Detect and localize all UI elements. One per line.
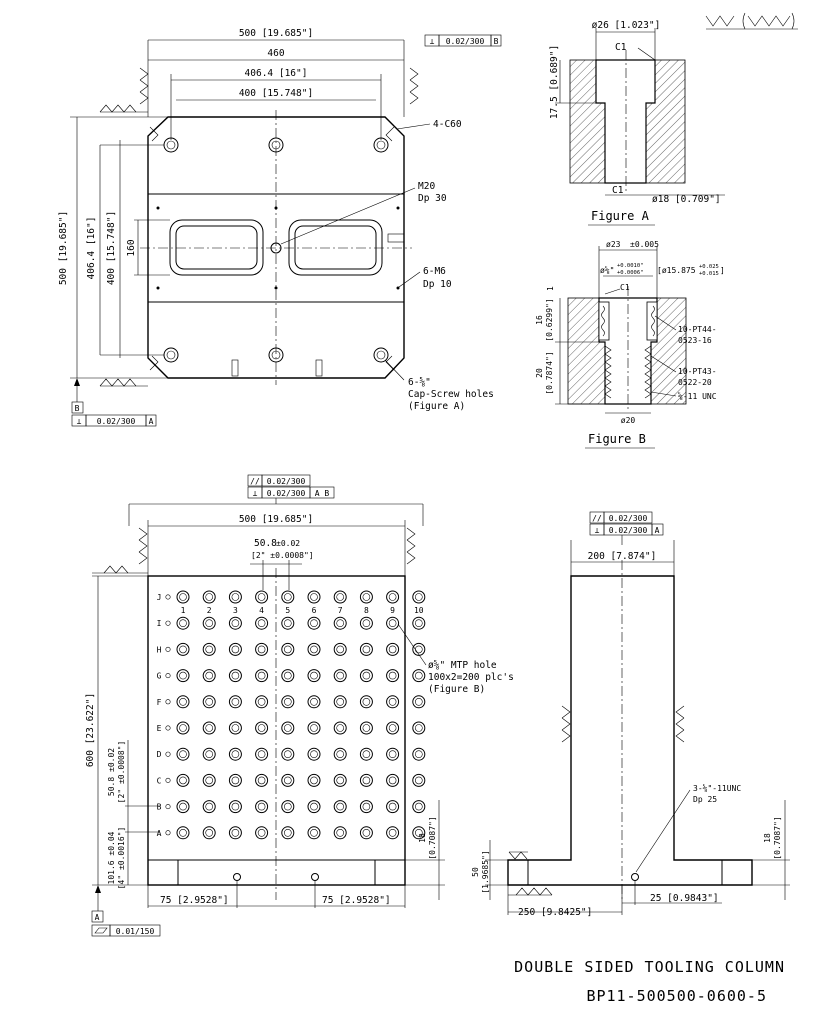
center-thread: M20 (418, 181, 436, 192)
mtp-hole-F9 (387, 696, 399, 708)
surface-finish-symbol (706, 13, 798, 29)
mtp-hole-A7 (334, 827, 346, 839)
side-dim-overall: 500 [19.685"] (58, 210, 69, 286)
mtp-hole-F4 (256, 696, 268, 708)
front-right-dim-in: [0.7087"] (428, 816, 437, 860)
side-perp-ref: A (654, 526, 660, 535)
row-marker-H (166, 647, 170, 651)
mtp-hole-B5 (282, 801, 294, 813)
fig-b-bore-dia: ø⅝" (600, 266, 615, 275)
fig-b-bore-close: ] (720, 266, 725, 275)
row-labels (157, 593, 171, 838)
mtp-hole-A3 (229, 827, 241, 839)
mtp-hole-E5 (282, 722, 294, 734)
front-pitch-tol: ±0.02 (276, 539, 301, 548)
mtp-hole-B3 (229, 801, 241, 813)
col-label-2: 2 (206, 606, 212, 615)
front-perp-ref: A B (314, 489, 330, 498)
mtp-hole-I10 (413, 617, 425, 629)
slot-right (289, 220, 382, 275)
column-labels (181, 606, 424, 615)
mtp-hole-B6 (308, 801, 320, 813)
mtp-hole-A4 (256, 827, 268, 839)
mtp-hole-A8 (360, 827, 372, 839)
mtp-hole-J10 (413, 591, 425, 603)
mtp-hole-I4 (256, 617, 268, 629)
col-label-4: 4 (259, 606, 265, 615)
fig-b-step: 1 (546, 286, 555, 291)
mtp-hole-C9 (387, 774, 399, 786)
mtp-hole-J9 (387, 591, 399, 603)
row-label-H: H (156, 645, 162, 655)
mtp-hole-C4 (256, 774, 268, 786)
mtp-hole-J2 (203, 591, 215, 603)
mtp-hole-J5 (282, 591, 294, 603)
col-label-1: 1 (180, 606, 186, 615)
row-label-F: F (156, 697, 162, 707)
row-label-C: C (156, 776, 162, 786)
mtp-label-2: 100x2=200 plc's (428, 672, 514, 683)
row-marker-J (166, 595, 170, 599)
slot-left (170, 220, 263, 275)
col-label-6: 6 (311, 606, 317, 615)
mtp-hole-F10 (413, 696, 425, 708)
fig-b-thread: ⅝-11 UNC (678, 392, 717, 401)
front-row-pitch: 50.8 ±0.02 (107, 747, 116, 797)
front-width: 500 [19.685"] (238, 514, 314, 525)
col-label-3: 3 (232, 606, 238, 615)
side-right-dim-in: [0.7087"] (773, 816, 782, 860)
fig-a-chamfer-top: C1 (615, 42, 627, 53)
mtp-hole-I5 (282, 617, 294, 629)
side-thread: 6-M6 (423, 266, 446, 277)
side-view-outline (508, 576, 752, 885)
fig-a-depth: 17.5 [0.689"] (549, 44, 560, 120)
mtp-hole-B8 (360, 801, 372, 813)
part-number: BP11-500500-0600-5 (586, 987, 767, 1005)
fig-b-bottom-dia: ø20 (620, 416, 636, 425)
fig-b-insert-2a: 10-PT43- (678, 367, 717, 376)
side-base-w: 250 [9.8425"] (518, 907, 593, 918)
fig-b-depth-20: 20 (535, 368, 544, 378)
side-depth: Dp 10 (423, 279, 452, 290)
mtp-hole-E9 (387, 722, 399, 734)
front-pitch-in: [2" ±0.0008"] (251, 551, 314, 560)
fig-b-chamfer: C1 (620, 283, 630, 292)
row-label-A: A (156, 828, 162, 838)
fig-b-insert-1a: 10-PT44- (678, 325, 717, 334)
col-label-8: 8 (363, 606, 369, 615)
row-label-I: I (156, 619, 162, 629)
flatness-tol: 0.01/150 (115, 927, 155, 936)
mtp-hole-G1 (177, 670, 189, 682)
top-perp-ref: B (493, 37, 499, 46)
fig-a-top-dia: ø26 [1.023"] (591, 20, 661, 31)
side-thread: 3-⅝"-11UNC (693, 784, 742, 793)
mtp-hole-A1 (177, 827, 189, 839)
svg-text:⊥: ⊥ (252, 489, 258, 498)
mtp-hole-H6 (308, 643, 320, 655)
row-label-J: J (156, 593, 162, 602)
capscrew-label: Cap-Screw holes (408, 389, 494, 400)
center-depth: Dp 30 (418, 193, 447, 204)
fig-a-bottom-dia: ø18 [0.709"] (652, 194, 721, 205)
mtp-hole-J3 (229, 591, 241, 603)
mtp-hole-G10 (413, 670, 425, 682)
row-marker-G (166, 673, 170, 677)
fig-a-chamfer-bottom: C1 (612, 185, 624, 196)
fig-b-top-dia: ø23 (606, 240, 621, 249)
front-parallel-tol: 0.02/300 (266, 477, 306, 486)
mtp-hole-D8 (360, 748, 372, 760)
mtp-hole-D3 (229, 748, 241, 760)
figure-a (549, 20, 725, 225)
row-label-G: G (156, 671, 162, 681)
mtp-hole-E8 (360, 722, 372, 734)
mtp-hole-J1 (177, 591, 189, 603)
mtp-hole-E3 (229, 722, 241, 734)
row-marker-F (166, 700, 170, 704)
mtp-hole-F8 (360, 696, 372, 708)
fig-b-metric-upper: +0.025 (699, 264, 719, 270)
mtp-hole-I9 (387, 617, 399, 629)
mtp-hole-H9 (387, 643, 399, 655)
mtp-hole-C8 (360, 774, 372, 786)
side-perp-tol: 0.02/300 (608, 526, 648, 535)
mtp-hole-D2 (203, 748, 215, 760)
mtp-hole-H5 (282, 643, 294, 655)
front-right-dim: 18 (418, 833, 427, 843)
svg-text:⊥: ⊥ (429, 37, 435, 46)
mtp-hole-H3 (229, 643, 241, 655)
datum-b-tol: 0.02/300 (96, 417, 136, 426)
mtp-hole-E7 (334, 722, 346, 734)
capscrew-count: 6-⅝" (408, 377, 431, 388)
mtp-hole-H10 (413, 643, 425, 655)
row-marker-E (166, 726, 170, 730)
side-base-h-in: [1.9685"] (481, 850, 490, 894)
mtp-hole-E1 (177, 722, 189, 734)
fig-b-bore-upper: +0.0010" (617, 263, 644, 269)
row-marker-D (166, 752, 170, 756)
mtp-hole-B9 (387, 801, 399, 813)
svg-text:⊥: ⊥ (594, 526, 600, 535)
side-hole-off: 25 [0.9843"] (650, 893, 719, 904)
mtp-hole-D4 (256, 748, 268, 760)
fig-b-bore-metric: [ø15.875 (657, 266, 696, 275)
mtp-hole-D7 (334, 748, 346, 760)
fig-b-insert-2b: 0522-20 (678, 378, 712, 387)
mtp-label-3: (Figure B) (428, 684, 486, 695)
mtp-hole-C3 (229, 774, 241, 786)
svg-text://: // (250, 477, 260, 486)
front-view (85, 475, 514, 936)
mtp-hole-E6 (308, 722, 320, 734)
mtp-hole-F2 (203, 696, 215, 708)
side-dim-406: 406.4 [16"] (86, 216, 97, 280)
mtp-hole-I8 (360, 617, 372, 629)
mtp-hole-D6 (308, 748, 320, 760)
mtp-hole-D1 (177, 748, 189, 760)
mtp-hole-grid (177, 591, 425, 839)
mtp-hole-G8 (360, 670, 372, 682)
col-label-10: 10 (413, 606, 424, 615)
mtp-hole-B7 (334, 801, 346, 813)
side-parallel-tol: 0.02/300 (608, 514, 648, 523)
mtp-hole-G9 (387, 670, 399, 682)
front-perp-tol: 0.02/300 (266, 489, 306, 498)
top-dim-overall: 500 [19.685"] (238, 28, 314, 39)
mtp-hole-B1 (177, 801, 189, 813)
mtp-hole-A9 (387, 827, 399, 839)
mtp-hole-I6 (308, 617, 320, 629)
mtp-hole-F3 (229, 696, 241, 708)
mtp-hole-F5 (282, 696, 294, 708)
row-marker-C (166, 778, 170, 782)
datum-b-ref: A (148, 417, 154, 426)
mtp-hole-C6 (308, 774, 320, 786)
fig-b-bore-lower: +0.0006" (617, 270, 644, 276)
mtp-hole-H7 (334, 643, 346, 655)
mtp-hole-I7 (334, 617, 346, 629)
top-perp-tol: 0.02/300 (445, 37, 485, 46)
mtp-hole-D5 (282, 748, 294, 760)
mtp-hole-J4 (256, 591, 268, 603)
mtp-hole-J7 (334, 591, 346, 603)
mtp-hole-E2 (203, 722, 215, 734)
front-bottom-left: 75 [2.9528"] (160, 895, 229, 906)
top-view (58, 28, 501, 426)
datum-a: A (94, 913, 100, 922)
mtp-hole-A2 (203, 827, 215, 839)
row-label-D: D (156, 750, 162, 760)
mtp-hole-A6 (308, 827, 320, 839)
slot-dim: 160 (126, 239, 137, 257)
mtp-hole-J6 (308, 591, 320, 603)
top-dim-460: 460 (267, 48, 285, 59)
fig-b-insert-1b: 0523-16 (678, 336, 712, 345)
mtp-hole-F1 (177, 696, 189, 708)
side-width: 200 [7.874"] (587, 551, 657, 562)
fig-b-depth-16: 16 (535, 315, 544, 325)
mtp-label-1: ø⅝" MTP hole (428, 660, 497, 671)
drawing-title: DOUBLE SIDED TOOLING COLUMN (514, 958, 785, 976)
row-marker-B (166, 804, 170, 808)
svg-text://: // (592, 514, 602, 523)
mtp-hole-D9 (387, 748, 399, 760)
mtp-hole-A5 (282, 827, 294, 839)
front-bottom-right: 75 [2.9528"] (322, 895, 391, 906)
row-marker-I (166, 621, 170, 625)
mtp-hole-D10 (413, 748, 425, 760)
mtp-hole-F7 (334, 696, 346, 708)
fig-b-metric-lower: +0.015 (699, 271, 719, 277)
front-height: 600 [23.622"] (85, 692, 96, 768)
figure-b (535, 240, 725, 448)
mtp-hole-B4 (256, 801, 268, 813)
mtp-hole-G5 (282, 670, 294, 682)
front-first-row-in: [4" ±0.0016"] (117, 826, 126, 890)
side-base-h: 50 (471, 867, 480, 877)
mtp-hole-H1 (177, 643, 189, 655)
mtp-hole-C5 (282, 774, 294, 786)
mtp-hole-I2 (203, 617, 215, 629)
mtp-hole-C1 (177, 774, 189, 786)
mtp-hole-B10 (413, 801, 425, 813)
fig-a-label: Figure A (591, 209, 649, 223)
col-label-7: 7 (337, 606, 343, 615)
capscrew-ref: (Figure A) (408, 401, 466, 412)
mtp-hole-H4 (256, 643, 268, 655)
mtp-hole-H2 (203, 643, 215, 655)
mtp-hole-G3 (229, 670, 241, 682)
mtp-hole-I3 (229, 617, 241, 629)
mtp-hole-G7 (334, 670, 346, 682)
mtp-hole-G6 (308, 670, 320, 682)
mtp-hole-B2 (203, 801, 215, 813)
top-dim-400: 400 [15.748"] (238, 88, 314, 99)
col-label-5: 5 (285, 606, 291, 615)
mtp-hole-I1 (177, 617, 189, 629)
mtp-hole-G2 (203, 670, 215, 682)
top-view-outline (148, 117, 404, 378)
row-label-E: E (156, 724, 162, 733)
mtp-hole-H8 (360, 643, 372, 655)
mtp-hole-F6 (308, 696, 320, 708)
side-dim-400: 400 [15.748"] (106, 210, 117, 286)
mtp-hole-C2 (203, 774, 215, 786)
front-first-row: 101.6 ±0.04 (107, 831, 116, 885)
mtp-hole-C7 (334, 774, 346, 786)
front-row-pitch-in: [2" ±0.0008"] (117, 740, 126, 804)
row-marker-A (166, 831, 170, 835)
row-label-B: B (156, 802, 162, 812)
fig-b-top-dia-tol: ±0.005 (630, 240, 659, 249)
fig-b-label: Figure B (588, 432, 646, 446)
svg-text:⊥: ⊥ (76, 417, 82, 426)
mtp-hole-E10 (413, 722, 425, 734)
fig-b-depth-16-in: [0.6299"] (545, 298, 554, 342)
col-label-9: 9 (390, 606, 396, 615)
side-view (471, 512, 790, 918)
mtp-hole-J8 (360, 591, 372, 603)
chamfer-callout: 4-C60 (433, 119, 462, 130)
side-depth: Dp 25 (693, 795, 718, 804)
datum-b: B (74, 404, 80, 413)
fig-b-depth-20-in: [0.7874"] (545, 351, 554, 395)
top-dim-406: 406.4 [16"] (244, 68, 308, 79)
front-pitch: 50.8 (254, 538, 277, 549)
mtp-hole-C10 (413, 774, 425, 786)
mtp-hole-E4 (256, 722, 268, 734)
mtp-hole-G4 (256, 670, 268, 682)
side-right-dim: 18 (763, 833, 772, 843)
